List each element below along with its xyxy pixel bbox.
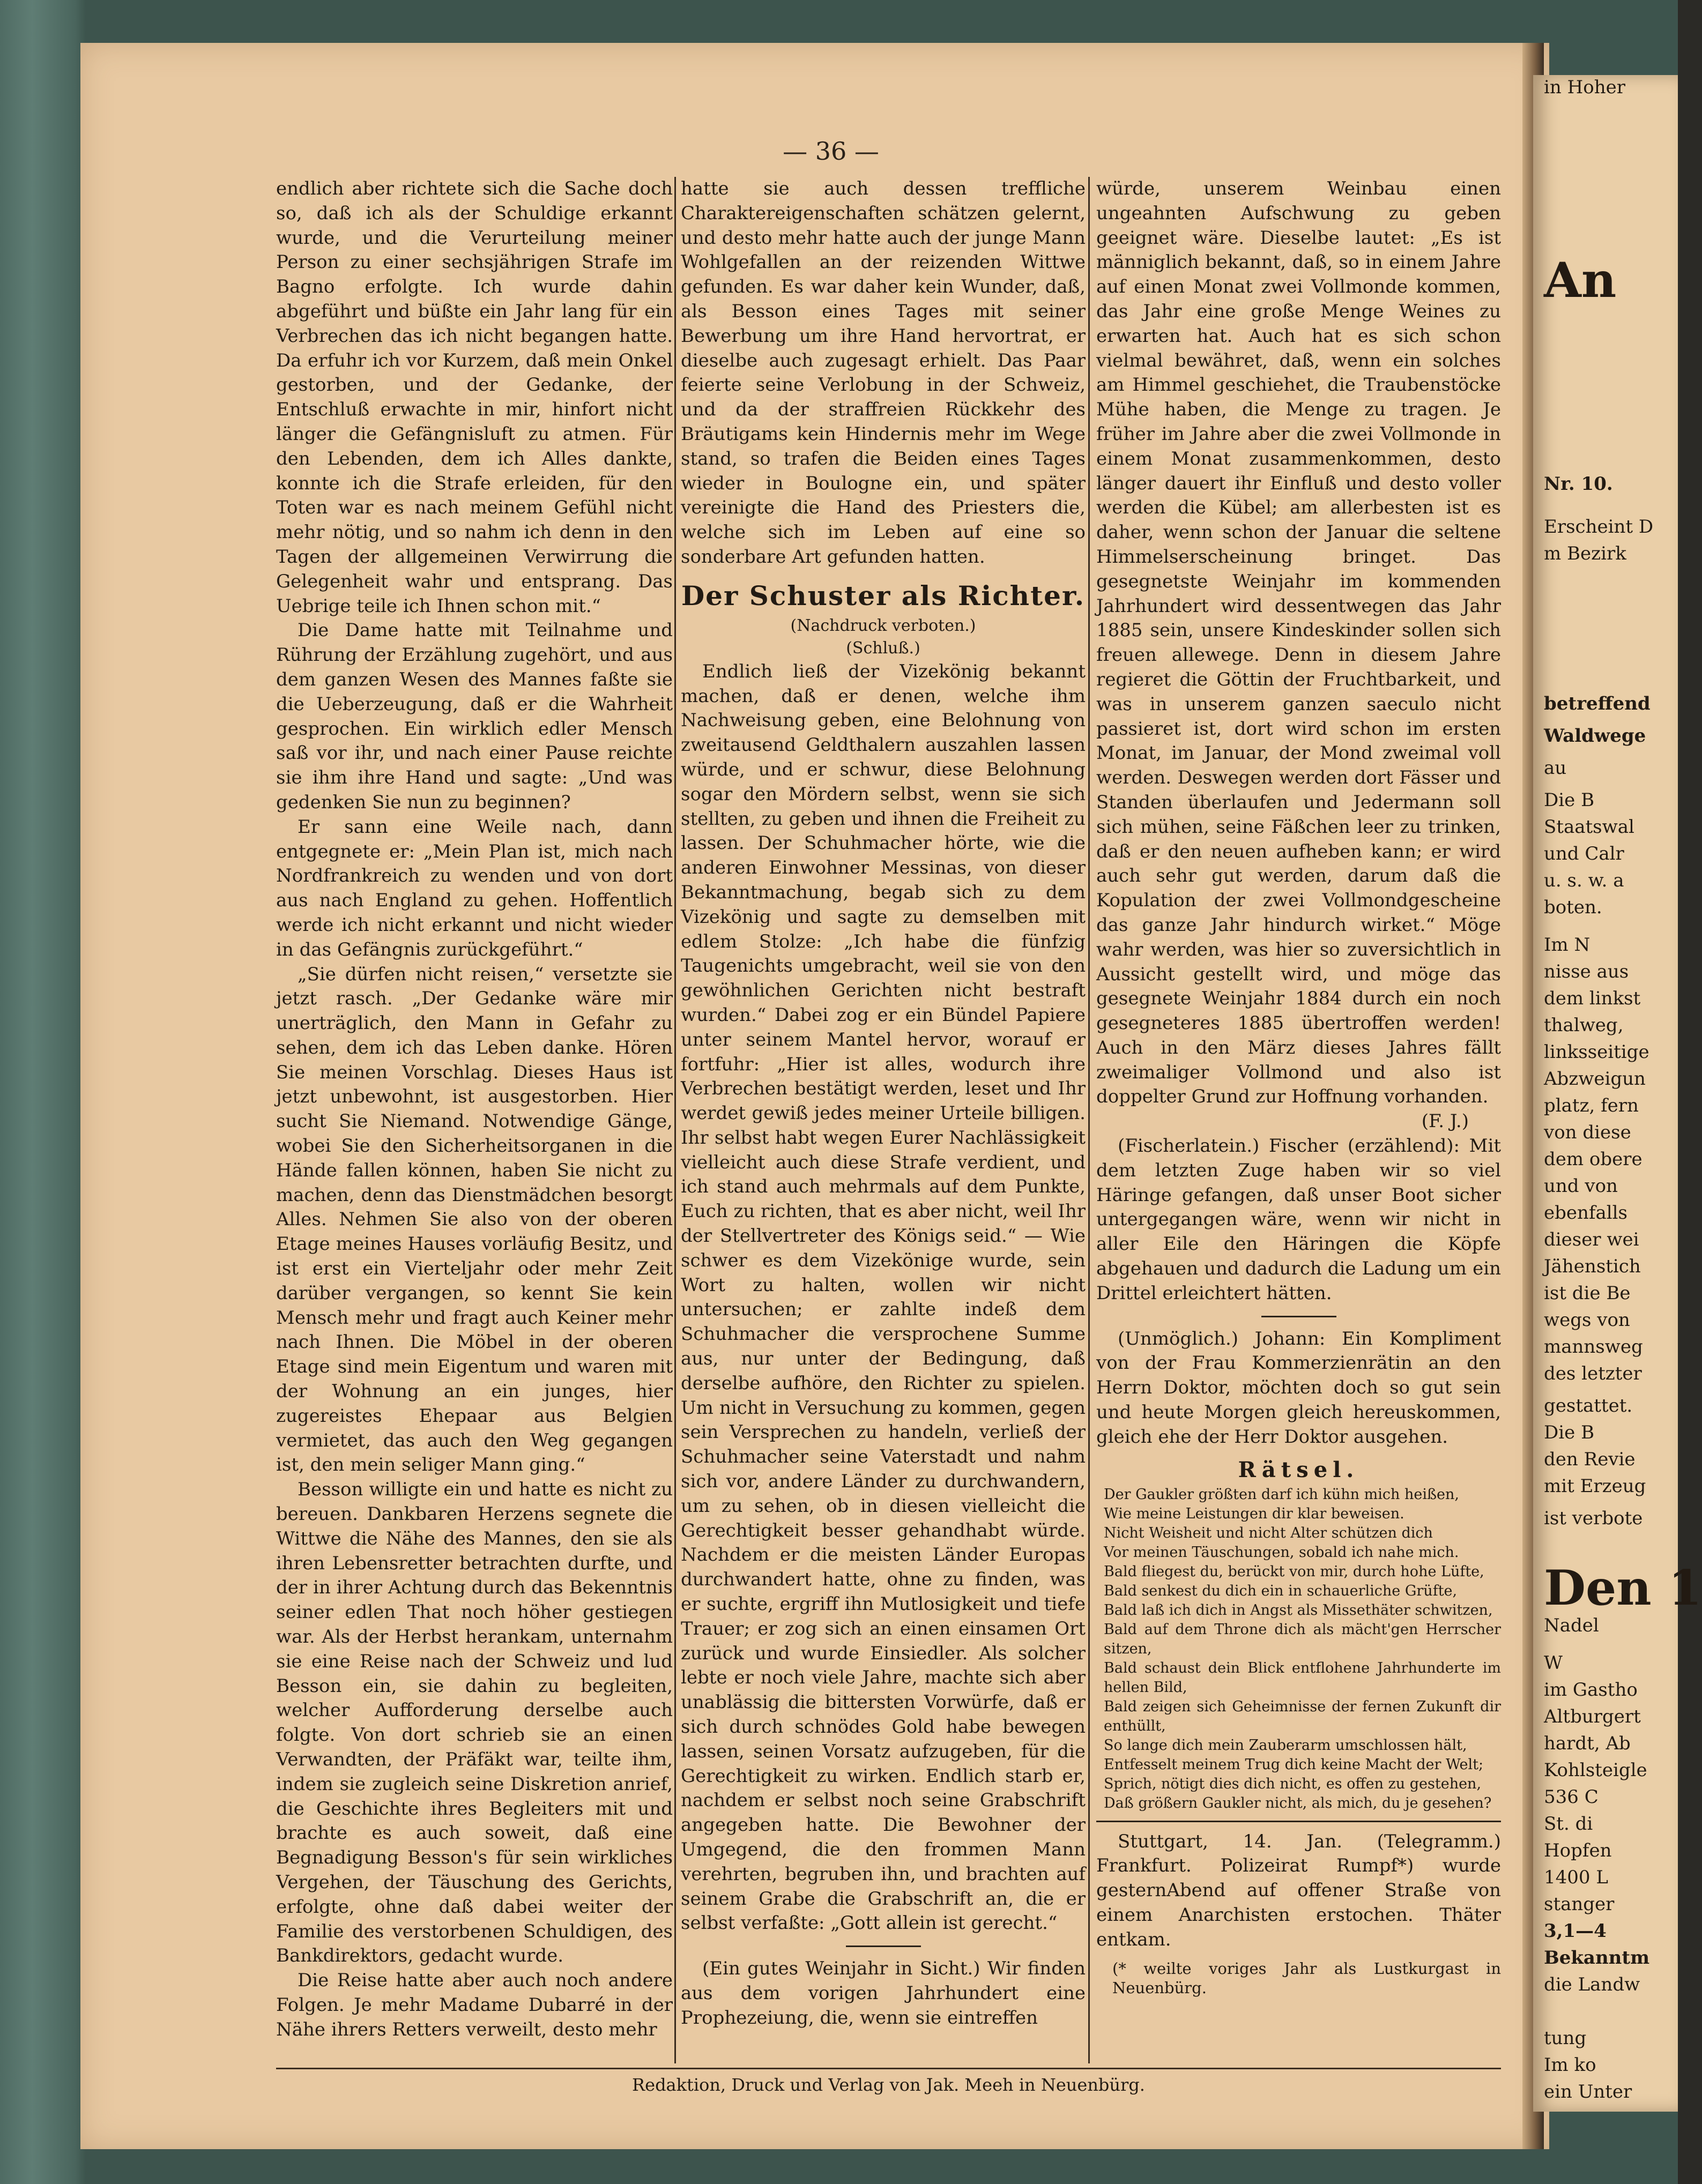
riddle-title: Rätsel.	[1238, 1457, 1359, 1482]
right-page-text-fragment: und Calr	[1544, 843, 1624, 864]
right-page-text-fragment: 536 C	[1544, 1786, 1599, 1808]
adjacent-page-fragment	[1533, 75, 1702, 2112]
right-page-text-fragment: mit Erzeug	[1544, 1475, 1646, 1497]
story-part: (Schluß.)	[846, 638, 920, 658]
right-page-text-fragment: gestattet.	[1544, 1395, 1633, 1417]
paragraph: Endlich ließ der Vizekönig bekannt machen, daß er denen, welche ihm Nachweisung geben, eine Belohnung von zweitausend Geldthalern auszahlen lassen würde, und er schwur, diese Belohnung sogar den Mördern selbst, wenn sie sich stellten, zu geben und ihnen die Freiheit zu lassen. Der Schuhmacher hörte, wie die anderen Einwohner Messinas, von dieser Bekanntmachung, begab sich zu dem Vizekönig und sagte zu demselben mit edlem Stolze: „Ich habe die fünfzig Taugenichts umgebracht, weil sie von den gewöhnlichen Gerichten nicht bestraft wurden.“ Dabei zog er ein Bündel Papiere unter seinem Mantel hervor, worauf er fortfuhr: „Hier ist alles, wodurch ihre Verbrechen bestätigt werden, leset und Ihr werdet gewiß jedes meiner Urteile billigen. Ihr selbst habt wegen Eurer Nachlässigkeit vielleicht auch diese Strafe verdient, und ich stand auch mehrmals auf dem Punkte, Euch zu richten, that es aber nicht, weil Ihr der Stellvertreter des Königs seid.“ — Wie schwer es dem Vizekönige wurde, sein Wort zu halten, wollen wir nicht untersuchen; er zahlte indeß dem Schuhmacher die versprochene Summe aus, nur unter der Bedingung, daß derselbe aufhöre, den Richter zu spielen. Um nicht in Versuchung zu kommen, gegen sein Versprechen zu handeln, verließ der Schuhmacher seine Vaterstadt und nahm sich vor, andere Länder zu durchwandern, um zu sehen, ob in diesen vielleicht die Gerechtigkeit besser gehandhabt würde. Nachdem er die meisten Länder Europas durchwandert hatte, ohne zu finden, was er suchte, ergriff ihn Mutlosigkeit und tiefe Trauer; er zog sich an einen einsamen Ort zurück und wurde Einsiedler. Als solcher lebte er noch viele Jahre, machte sich aber unablässig die bittersten Vorwürfe, daß er sich durch schnödes Gold habe bewegen lassen, seinen Vorsatz aufzugeben, für die Gerechtigkeit zu wirken. Endlich starb er, nachdem er selbst noch seine Grabschrift angegeben hatte. Die Bewohner der Umgegend, die den frommen Mann verehrten, begruben ihn, und brachten auf seinem Grabe die Grabschrift an, die er selbst verfaßte: „Gott allein ist gerecht.“	[681, 660, 1086, 1934]
right-page-text-fragment: von diese	[1544, 1122, 1631, 1143]
column-2	[681, 177, 1086, 2031]
right-page-text-fragment: Kohlsteigle	[1544, 1760, 1647, 1781]
paragraph: „Sie dürfen nicht reisen,“ versetzte sie jetzt rasch. „Der Gedanke wäre mir unerträglich, den Mann in Gefahr zu sehen, dem ich das Leben danke. Hören Sie meinen Vorschlag. Dieses Haus ist jetzt unbewohnt, ist ausgestorben. Hier sucht Sie Niemand. Notwendige Gänge, wobei Sie den Sicherheitsorganen in die Hände fallen können, haben Sie nicht zu machen, denn das Dienstmädchen besorgt Alles. Nehmen Sie also von der oberen Etage meines Hauses vorläufig Besitz, und ist erst ein Vierteljahr oder mehr Zeit darüber vergangen, so kennt Sie kein Mensch mehr und fragt auch Keiner mehr nach Ihnen. Die Möbel in der oberen Etage sind mein Eigentum und waren mit der Wohnung an ein junges, hier zugereistes Ehepaar aus Belgien vermietet, das auch den Weg gegangen ist, den mein seliger Mann ging.“	[276, 963, 673, 1476]
paragraph: Die Reise hatte aber auch noch andere Folgen. Je mehr Madame Dubarré in der Nähe ihrers Retters verweilt, desto mehr	[276, 1970, 673, 2040]
right-page-text-fragment: betreffend	[1544, 693, 1651, 714]
column-rule-1	[674, 177, 676, 2063]
poem-line: Entfesselt meinem Trug dich keine Macht der Welt;	[1104, 1756, 1484, 1773]
imprint-rule	[276, 2068, 1501, 2069]
column-3	[1096, 177, 1501, 1997]
right-page-text-fragment: Die B	[1544, 1422, 1595, 1443]
right-page-text-fragment: au	[1544, 757, 1567, 779]
right-page-text-fragment: dieser wei	[1544, 1229, 1639, 1250]
right-page-text-fragment: den Revie	[1544, 1449, 1636, 1470]
paragraph: (Fischerlatein.) Fischer (erzählend): Mit dem letzten Zuge haben wir so viel Häringe gefangen, daß unser Boot sicher untergegangen wäre, wenn wir nicht in aller Eile den Häringen die Köpfe abgehauen und dadurch die Ladung um ein Drittel erleichtert hätten.	[1096, 1135, 1501, 1304]
poem-line: Nicht Weisheit und nicht Alter schützen dich	[1104, 1524, 1433, 1541]
paragraph: (Unmöglich.) Johann: Ein Kompliment von der Frau Kommerzienrätin an den Herrn Doktor, möchten doch so gut sein und heute Morgen gleich hereuskommen, gleich ehe der Herr Doktor ausgehen.	[1096, 1328, 1501, 1448]
right-page-text-fragment: 1400 L	[1544, 1867, 1608, 1888]
poem-line: Bald zeigen sich Geheimnisse der fernen Zukunft dir enthüllt,	[1104, 1698, 1501, 1734]
right-page-text-fragment: Die B	[1544, 789, 1595, 811]
separator	[846, 1946, 921, 1947]
right-page-text-fragment: Altburgert	[1544, 1706, 1641, 1727]
right-page-text-fragment: Hopfen	[1544, 1840, 1612, 1861]
right-page-text-fragment: St. di	[1544, 1813, 1593, 1835]
right-page-text-fragment: hardt, Ab	[1544, 1733, 1631, 1754]
right-page-text-fragment: m Bezirk	[1544, 543, 1626, 564]
author-signature: (F. J.)	[1421, 1110, 1469, 1132]
right-page-text-fragment: dem obere	[1544, 1149, 1642, 1170]
separator	[1261, 1316, 1336, 1317]
paragraph: Stuttgart, 14. Jan. (Telegramm.) Frankfurt. Polizeirat Rumpf*) wurde gesternAbend auf offener Straße von einem Anarchisten erstochen. Thäter entkam.	[1096, 1830, 1501, 1950]
paragraph: (Ein gutes Weinjahr in Sicht.) Wir finden aus dem vorigen Jahrhundert eine Prophezeiung, die, wenn sie eintreffen	[681, 1958, 1086, 2029]
right-page-text-fragment: ist die Be	[1544, 1283, 1631, 1304]
poem-line: Bald senkest du dich ein in schauerliche Grüfte,	[1104, 1582, 1458, 1599]
right-page-text-fragment: und von	[1544, 1175, 1618, 1197]
right-page-text-fragment: nisse aus	[1544, 961, 1629, 982]
page-number: — 36 —	[783, 137, 879, 166]
right-page-text-fragment: Den 1	[1544, 1560, 1702, 1616]
right-page-text-fragment: Waldwege	[1544, 725, 1646, 747]
paragraph: Besson willigte ein und hatte es nicht zu bereuen. Dankbaren Herzens segnete die Wittwe die Nähe des Mannes, den sie als ihren Lebensretter betrachten durfte, und der in ihrer Achtung durch das Bekenntnis seiner edlen That noch höher gestiegen war. Als der Herbst herankam, unternahm sie eine Reise nach der Schweiz und lud Besson ein, sie dahin zu begleiten, welcher Aufforderung derselbe auch folgte. Von dort schrieb sie an einen Verwandten, der Präfäkt war, teilte ihm, indem sie zugleich seine Diskretion anrief, die Geschichte ihres Begleiters mit und brachte es auch soweit, daß eine Begnadigung Besson's für sein wirkliches Vergehen, der Täuschung des Gerichts, erfolgte, ohne daß dabei weiter der Familie des verstorbenen Schuldigen, des Bankdirektors, gedacht wurde.	[276, 1479, 673, 1967]
poem-line: Sprich, nötigt dies dich nicht, es offen zu gestehen,	[1104, 1775, 1482, 1792]
paragraph: hatte sie auch dessen treffliche Charaktereigenschaften schätzen gelernt, und desto mehr hatte auch der junge Mann Wohlgefallen an der reizenden Wittwe gefunden. Es war daher kein Wunder, daß, als Besson eines Tages mit seiner Bewerbung um ihre Hand hervortrat, er dieselbe auch zugesagt erhielt. Das Paar feierte seine Verlobung in der Schweiz, und da der straffreien Rückkehr des Bräutigams kein Hindernis mehr im Wege stand, so trafen die Beiden eines Tages wieder in Boulogne ein, und später vereinigte die Hand des Priesters die, welche sich im Leben auf eine so sonderbare Art gefunden hatten.	[681, 178, 1086, 568]
right-page-text-fragment: mannsweg	[1544, 1336, 1643, 1358]
right-page-text-fragment: Jähenstich	[1544, 1256, 1641, 1277]
right-page-text-fragment: platz, fern	[1544, 1095, 1639, 1116]
right-page-text-fragment: 3,1—4	[1544, 1920, 1607, 1942]
poem-line: Bald schaust dein Blick entflohene Jahrhunderte im hellen Bild,	[1104, 1659, 1501, 1696]
poem-line: Daß größern Gaukler nicht, als mich, du je gesehen?	[1104, 1794, 1492, 1812]
right-page-text-fragment: des letzter	[1544, 1363, 1642, 1384]
poem-line: Wie meine Leistungen dir klar beweisen.	[1104, 1505, 1404, 1522]
column-rule-2	[1088, 177, 1090, 2063]
separator	[1096, 1821, 1501, 1822]
right-page-text-fragment: in Hoher	[1544, 77, 1625, 98]
poem-line: Vor meinen Täuschungen, sobald ich nahe mich.	[1104, 1544, 1459, 1561]
right-page-text-fragment: stanger	[1544, 1894, 1615, 1915]
paragraph: würde, unserem Weinbau einen ungeahnten Aufschwung zu geben geeignet wäre. Dieselbe lautet: „Es ist männiglich bekannt, daß, so in einem Jahre auf einen Monat zwei Vollmonde kommen, das Jahr eine große Menge Weines zu erwarten hat. Auch hat es sich schon vielmal bewähret, daß, wenn ein solches am Himmel geschiehet, die Traubenstöcke Mühe haben, die Menge zu tragen. Je früher im Jahre aber die zwei Vollmonde in einem Monat zusammenkommen, desto länger dauert ihr Einfluß und desto voller werden die Kübel; am allerbesten ist es daher, wenn schon der Januar die seltene Himmelserscheinung bringet. Das gesegnetste Weinjahr im kommenden Jahrhundert wird dessentwegen das Jahr 1885 sein, unsere Kindeskinder sollen sich freuen allewege. Denn in diesem Jahre regieret die Göttin der Fruchtbarkeit, und was in unserem ganzen saeculo nicht passieret ist, dort wird schon im ersten Monat, im Januar, der Mond zweimal voll werden. Deswegen werden dort Fässer und Standen überlaufen und Jedermann soll sich mühen, seine Fäßchen leer zu trinken, daß er den neuen aufheben kann; er wird auch sehr gut werden, darum daß die Kopulation der zwei Vollmondgescheine das ganze Jahr hindurch wirket.“ Möge wahr werden, was hier so zuversichtlich in Aussicht gestellt wird, und möge das gesegnete Weinjahr 1884 durch ein noch gesegneteres 1885 übertroffen werden! Auch in den März dieses Jahres fällt zweimaliger Vollmond und also ist doppelter Grund zur Hoffnung vorhanden.	[1096, 178, 1501, 1108]
right-page-text-fragment: thalweg,	[1544, 1015, 1624, 1036]
paragraph: Die Dame hatte mit Teilnahme und Rührung der Erzählung zugehört, und aus dem ganzen Wesen des Mannes faßte sie die Ueberzeugung, daß er die Wahrheit gesprochen. Ein wirklich edler Mensch saß vor ihr, und nach einer Pause reichte sie ihm ihre Hand und sagte: „Und was gedenken Sie nun zu beginnen?	[276, 620, 673, 813]
paragraph: endlich aber richtete sich die Sache doch so, daß ich als der Schuldige erkannt wurde, und die Verurteilung meiner Person zu einer sechsjährigen Strafe im Bagno erfolgte. Ich wurde dahin abgeführt und büßte ein Jahr lang für ein Verbrechen das ich nicht begangen hatte. Da erfuhr ich vor Kurzem, daß mein Onkel gestorben, und der Gedanke, der Entschluß erwachte in mir, hinfort nicht länger die Gefängnisluft zu atmen. Für den Lebenden, dem ich Alles dankte, konnte ich die Strafe erleiden, für den Toten war es nach meinem Gefühl nicht mehr nötig, und so nahm ich denn in den Tagen der allgemeinen Verwirrung die Gelegenheit wahr und entsprang. Das Uebrige teile ich Ihnen schon mit.“	[276, 178, 673, 617]
right-page-text-fragment: ein Unter	[1544, 2081, 1632, 2103]
right-page-text-fragment: W	[1544, 1652, 1563, 1674]
right-page-text-fragment: An	[1544, 252, 1617, 309]
imprint: Redaktion, Druck und Verlag von Jak. Meeh in Neuenbürg.	[632, 2075, 1145, 2095]
right-page-text-fragment: wegs von	[1544, 1309, 1630, 1331]
poem-line: So lange dich mein Zauberarm umschlossen hält,	[1104, 1736, 1467, 1754]
right-page-text-fragment: Im N	[1544, 934, 1590, 956]
right-page-text-fragment: Staatswal	[1544, 816, 1634, 838]
poem-line: Bald fliegest du, berückt von mir, durch hohe Lüfte,	[1104, 1563, 1484, 1580]
paragraph: Er sann eine Weile nach, dann entgegnete er: „Mein Plan ist, mich nach Nordfrankreich zu wenden und von dort aus nach England zu gehen. Hoffentlich werde ich nicht erkannt und nicht wieder in das Gefängnis zurückgeführt.“	[276, 816, 673, 960]
right-page-text-fragment: ebenfalls	[1544, 1202, 1627, 1224]
right-page-text-fragment: im Gastho	[1544, 1679, 1638, 1701]
right-page-text-fragment: tung	[1544, 2028, 1587, 2049]
poem-line: Der Gaukler größten darf ich kühn mich heißen,	[1104, 1486, 1459, 1503]
poem-line: Bald laß ich dich in Angst als Missethäter schwitzen,	[1104, 1601, 1493, 1619]
right-page-text-fragment: dem linkst	[1544, 988, 1641, 1009]
footnote: (* weilte voriges Jahr als Lustkurgast in Neuenbürg.	[1112, 1959, 1501, 1997]
riddle-poem	[1096, 1485, 1501, 1813]
story-title: Der Schuster als Richter.	[681, 579, 1086, 612]
right-page-text-fragment: Abzweigun	[1544, 1068, 1646, 1090]
right-page-text-fragment: boten.	[1544, 897, 1602, 918]
story-notice: (Nachdruck verboten.)	[790, 616, 976, 635]
right-page-text-fragment: Erscheint D	[1544, 516, 1654, 538]
right-page-text-fragment: u. s. w. a	[1544, 870, 1624, 891]
column-1	[276, 177, 673, 2043]
right-page-text-fragment: die Landw	[1544, 1974, 1640, 1995]
right-page-text-fragment: Im ko	[1544, 2054, 1596, 2076]
right-page-text-fragment: linksseitige	[1544, 1041, 1649, 1063]
right-page-text-fragment: Nr. 10.	[1544, 473, 1613, 495]
right-page-text-fragment: Bekanntm	[1544, 1947, 1650, 1969]
right-page-text-fragment: ist verbote	[1544, 1508, 1643, 1529]
poem-line: Bald auf dem Throne dich als mächt'gen Herrscher sitzen,	[1104, 1621, 1501, 1657]
right-page-text-fragment: Nadel	[1544, 1615, 1599, 1636]
